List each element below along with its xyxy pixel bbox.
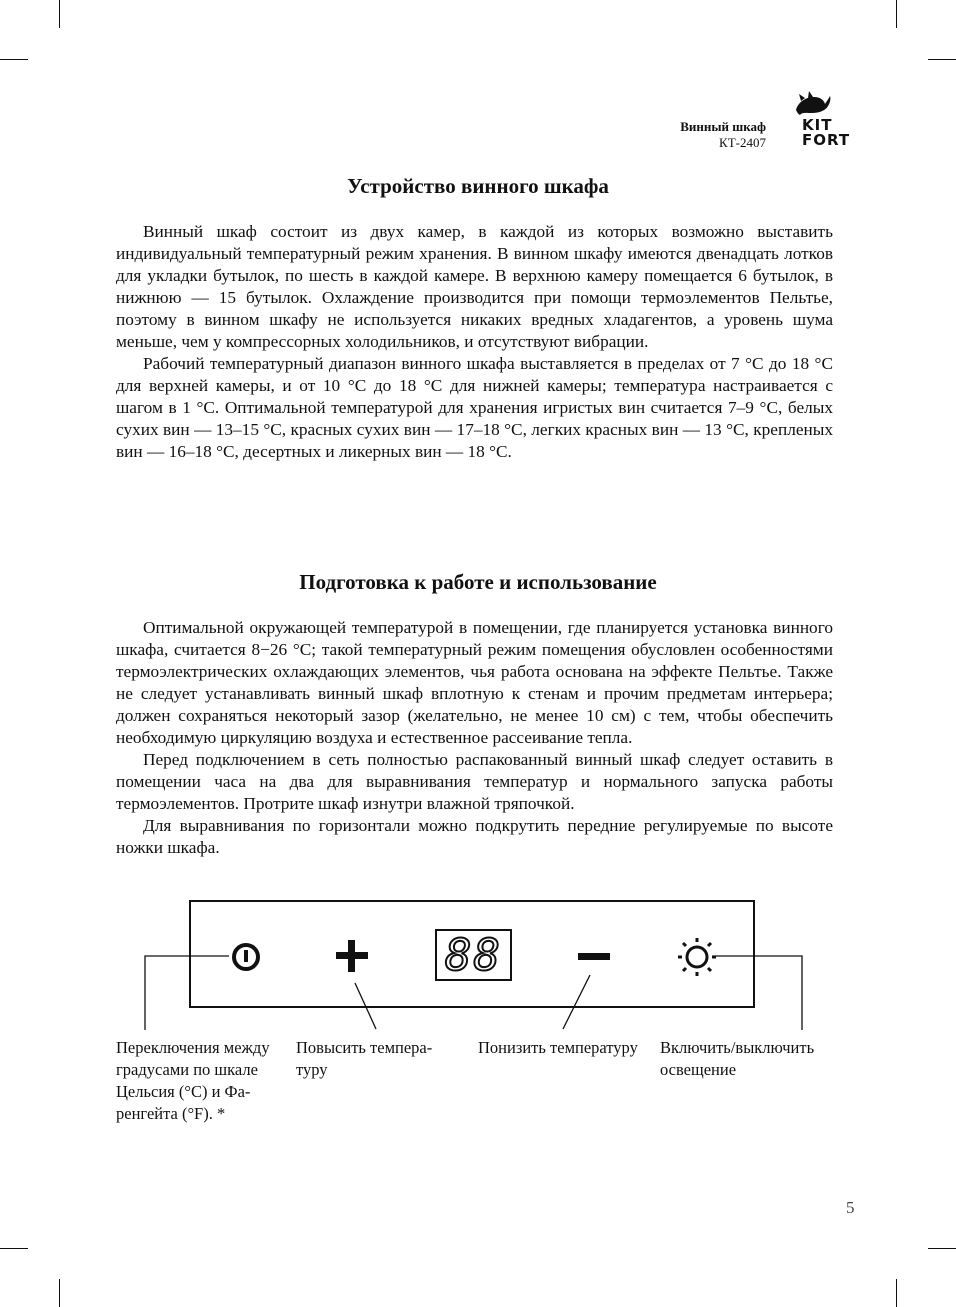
leader-line-increase [355, 983, 376, 1029]
display-digits: 88 [445, 929, 502, 981]
section2-paragraph: Оптимальной окружающей температурой в помещении, где планируется установка винного шкафа, считается 8−26 °С; такой температурный режим помещения обусловлен особенностями термоэлектрических охлаждающих элементов, чья работа основана на эффекте Пельтье. Также не следует устанавливать винный шкаф вплотную к стенам и прочим предметам интерьера; должен сохраняться некоторый зазор (желательно, не менее 10 см) с тем, чтобы обеспечить необходимую циркуляцию воздуха и естественное рассеивание тепла. [116, 618, 833, 747]
section2-paragraph: Перед подключением в сеть полностью распакованный винный шкаф следует оставить в помещении часа на два для выравнивания температур и нормального запуска работы термоэлементов. Протрите шкаф изнутри влажной тряпочкой. [116, 750, 833, 813]
leader-line-light [713, 956, 802, 1030]
section1-paragraph: Винный шкаф состоит из двух камер, в каждой из которых возможно выставить индивидуальный температурный режим хранения. В винном шкафу имеются двенадцать лотков для укладки бутылок, по шесть в каждой камере. В верхнюю камеру помещается 6 бутылок, в нижнюю — 15 бутылок. Охлаждение производится при помощи термоэлементов Пельтье, поэтому в винном шкафу не используется никаких вредных хладагентов, а уровень шума меньше, чем у компрессорных холодильников, и отсутствуют вибрации. [116, 222, 833, 351]
page-number: 5 [846, 1198, 855, 1217]
logo-line1: KIT [802, 116, 833, 134]
section2-title: Подготовка к работе и использование [299, 570, 657, 594]
logo-line2: FORT [802, 131, 851, 149]
section1-paragraph: Рабочий температурный диапазон винного шкафа выставляется в пределах от 7 °С до 18 °С для верхней камеры, и от 10 °С до 18 °С для нижней камеры; температура настраивается с шагом в 1 °С. Оптимальной температурой для хранения игристых вин считается 7–9 °С, белых сухих вин — 13–15 °С, красных сухих вин — 17–18 °С, легких красных вин — 13 °С, крепленых вин — 16–18 °С, десертных и ликерных вин — 18 °С. [116, 354, 833, 461]
caption-light: Включить/выключить освещение [660, 1038, 815, 1079]
model-name: Винный шкаф [680, 119, 766, 134]
caption-increase: Повысить температуру [296, 1038, 433, 1079]
model-code: КТ-2407 [719, 135, 766, 150]
leader-line-decrease [563, 975, 590, 1029]
caption-decrease: Понизить температуру [478, 1038, 638, 1057]
caption-unit-switch: Переключения между градусами по шкале Цельсия (°С) и Фаренгейта (°F). * [116, 1038, 270, 1123]
leader-line-unit-switch [145, 956, 229, 1030]
section1-title: Устройство винного шкафа [347, 174, 609, 198]
section2-paragraph: Для выравнивания по горизонтали можно подкрутить передние регулируемые по высоте ножки шкафа. [116, 816, 833, 857]
